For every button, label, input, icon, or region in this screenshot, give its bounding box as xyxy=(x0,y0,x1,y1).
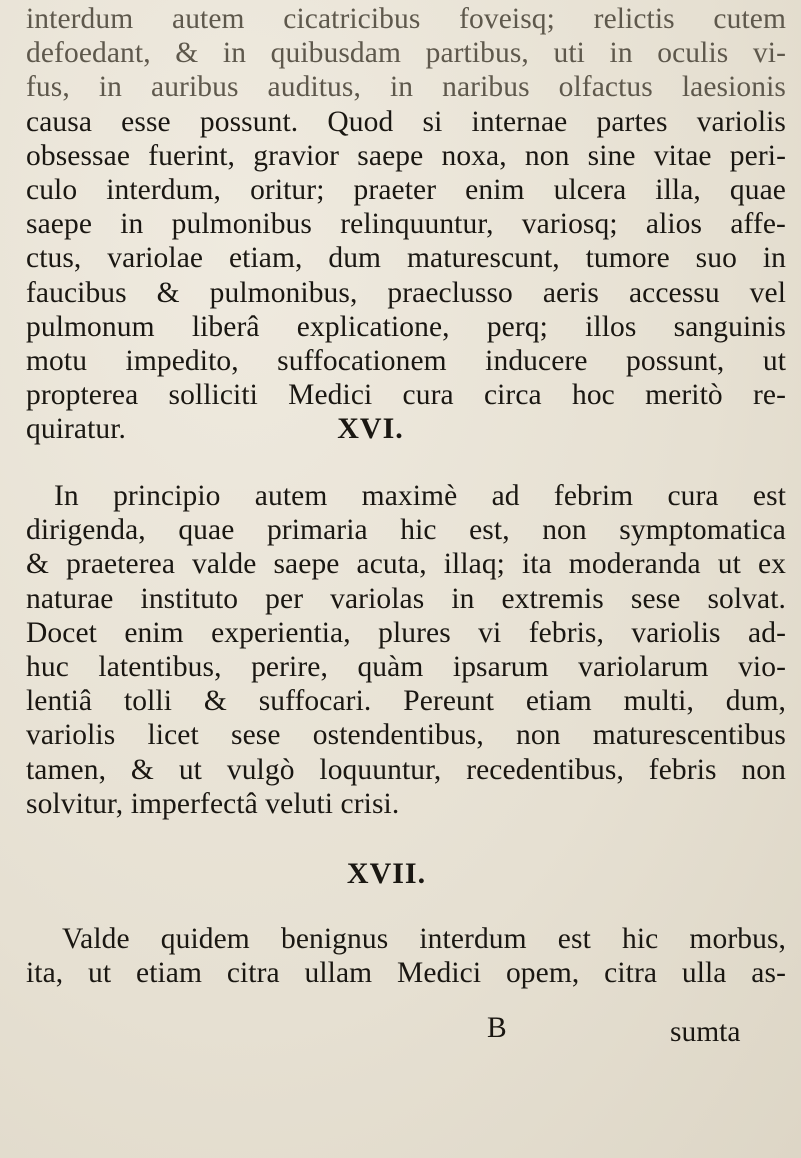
text-line: lentiâ tolli & suffocari. Pereunt etiam multi, dum, xyxy=(26,685,786,718)
text-line: faucibus & pulmonibus, praeclusso aeris accessu vel xyxy=(26,276,786,309)
text-line: naturae instituto per variolas in extremis sese solvat. xyxy=(26,582,786,615)
signature-mark: B xyxy=(487,1012,507,1044)
text-line: saepe in pulmonibus relinquuntur, variosq; alios affe- xyxy=(26,208,786,241)
text-line: defoedant, & in quibusdam partibus, uti in oculis vi- xyxy=(26,37,786,70)
paragraph-1 xyxy=(26,2,786,447)
paragraph-2 xyxy=(26,479,786,821)
text-line: ita, ut etiam citra ullam Medici opem, citra ulla as- xyxy=(26,957,786,990)
text-line: tamen, & ut vulgò loquuntur, recedentibus, febris non xyxy=(26,753,786,786)
text-line: causa esse possunt. Quod si internae partes variolis xyxy=(26,105,786,138)
text-line: Docet enim experientia, plures vi febris, variolis ad- xyxy=(26,616,786,649)
page-footer xyxy=(0,1012,801,1052)
text-line: variolis licet sese ostendentibus, non maturescentibus xyxy=(26,719,786,752)
text-line: motu impedito, suffocationem inducere possunt, ut xyxy=(26,345,786,378)
text-line: dirigenda, quae primaria hic est, non symptomatica xyxy=(26,514,786,547)
text-line: obsessae fuerint, gravior saepe noxa, non sine vitae peri- xyxy=(26,139,786,172)
catchword: sumta xyxy=(670,1016,741,1048)
text-line: solvitur, imperfectâ veluti crisi. xyxy=(26,787,400,820)
text-line: interdum autem cicatricibus foveisq; relictis cutem xyxy=(26,3,786,35)
text-line: Valde quidem benignus interdum est hic morbus, xyxy=(62,923,786,955)
text-line: quiratur. xyxy=(26,413,127,446)
text-line: culo interdum, oritur; praeter enim ulcera illa, quae xyxy=(26,174,786,207)
text-line: propterea solliciti Medici cura circa hoc meritò re- xyxy=(26,379,786,412)
text-line: huc latentibus, perire, quàm ipsarum variolarum vio- xyxy=(26,651,786,684)
text-line: fus, in auribus auditus, in naribus olfactus laesionis xyxy=(26,71,786,104)
paragraph-3 xyxy=(26,922,786,990)
text-line: ctus, variolae etiam, dum maturescunt, tumore suo in xyxy=(26,242,786,275)
section-heading-xvi: XVI. xyxy=(337,412,404,445)
text-line: In principio autem maximè ad febrim cura est xyxy=(54,480,786,512)
text-line: pulmonum liberâ explicatione, perq; illos sanguinis xyxy=(26,310,786,343)
section-heading-xvii: XVII. xyxy=(346,857,427,890)
text-line: & praeterea valde saepe acuta, illaq; ita moderanda ut ex xyxy=(26,548,786,581)
